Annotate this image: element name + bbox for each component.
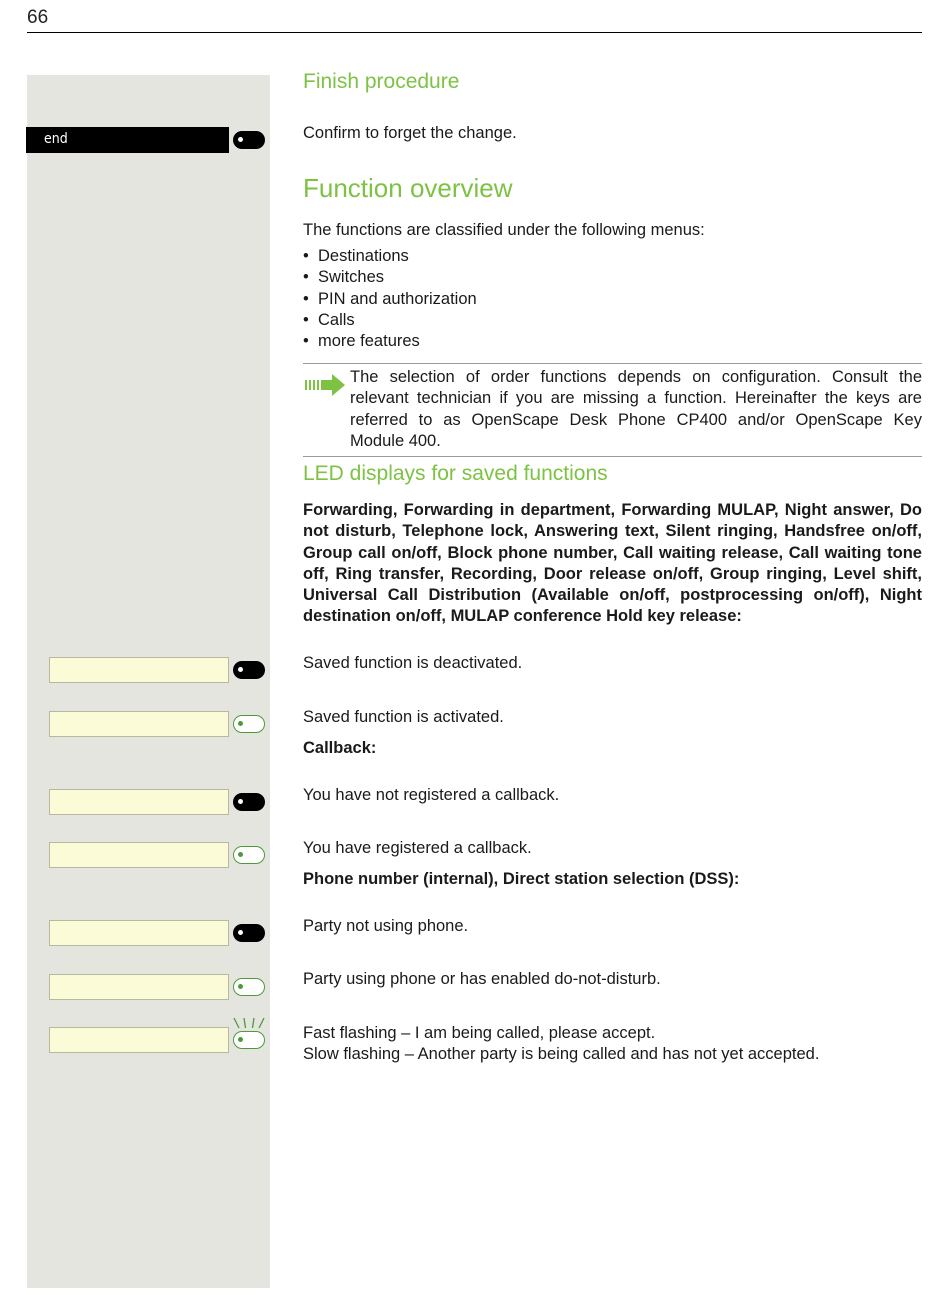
list-item: • Switches <box>303 267 477 288</box>
callback-registered-text: You have registered a callback. <box>303 839 532 857</box>
flashing-rays-icon <box>231 1017 267 1031</box>
finish-procedure-text: Confirm to forget the change. <box>303 124 517 142</box>
finish-procedure-heading: Finish procedure <box>303 70 460 93</box>
led-off-key-icon <box>233 793 265 811</box>
function-overview-intro: The functions are classified under the following menus: <box>303 221 705 239</box>
led-on-key-icon <box>233 715 265 733</box>
key-label-slot <box>49 711 229 737</box>
arrow-right-icon <box>304 373 346 397</box>
party-not-using-text: Party not using phone. <box>303 917 469 935</box>
configuration-note: The selection of order functions depends on configuration. Consult the relevant technician if you are missing a function. Hereinafter the keys are referred to as OpenScape Desk Phone CP400 and/or OpenScape Key Module 400. <box>350 368 922 450</box>
led-flashing-key-icon <box>233 1031 265 1049</box>
led-on-key-icon <box>233 978 265 996</box>
end-menu-item[interactable]: end <box>26 127 229 153</box>
callback-not-registered-text: You have not registered a callback. <box>303 786 560 804</box>
note-top-divider <box>303 363 922 364</box>
dss-heading: Phone number (internal), Direct station selection (DSS): <box>303 870 740 888</box>
key-label-slot <box>49 842 229 868</box>
key-label-slot <box>49 657 229 683</box>
callback-heading: Callback: <box>303 739 377 757</box>
key-label-slot <box>49 789 229 815</box>
led-off-key-icon <box>233 661 265 679</box>
list-item: • PIN and authorization <box>303 289 477 310</box>
key-label-slot <box>49 974 229 1000</box>
list-item: • Calls <box>303 310 477 331</box>
party-using-text: Party using phone or has enabled do-not-disturb. <box>303 970 661 988</box>
led-on-key-icon <box>233 846 265 864</box>
led-displays-heading: LED displays for saved functions <box>303 462 608 485</box>
saved-functions-list: Forwarding, Forwarding in department, Forwarding MULAP, Night answer, Do not disturb, Telephone lock, Answering text, Silent ringing, Handsfree on/off, Group call on/off, Block phone number, Call waiting release, Call waiting tone off, Ring transfer, Recording, Door release on/off, Group ringing, Level shift, Universal Call Distribution (Available on/off, postprocessing on/off), Night destination on/off, MULAP conference Hold key release: <box>303 501 922 626</box>
note-bottom-divider <box>303 456 922 457</box>
saved-activated-text: Saved function is activated. <box>303 708 504 726</box>
led-off-key-icon <box>233 131 265 149</box>
key-label-slot <box>49 1027 229 1053</box>
page-number: 66 <box>27 7 49 28</box>
key-label-slot <box>49 920 229 946</box>
led-off-key-icon <box>233 924 265 942</box>
menu-list <box>303 246 477 352</box>
header-divider <box>27 32 922 33</box>
slow-flashing-text: Slow flashing – Another party is being called and has not yet accepted. <box>303 1045 820 1063</box>
saved-deactivated-text: Saved function is deactivated. <box>303 654 523 672</box>
fast-flashing-text: Fast flashing – I am being called, please accept. <box>303 1024 656 1042</box>
function-overview-heading: Function overview <box>303 173 513 203</box>
list-item: • more features <box>303 331 477 352</box>
list-item: • Destinations <box>303 246 477 267</box>
